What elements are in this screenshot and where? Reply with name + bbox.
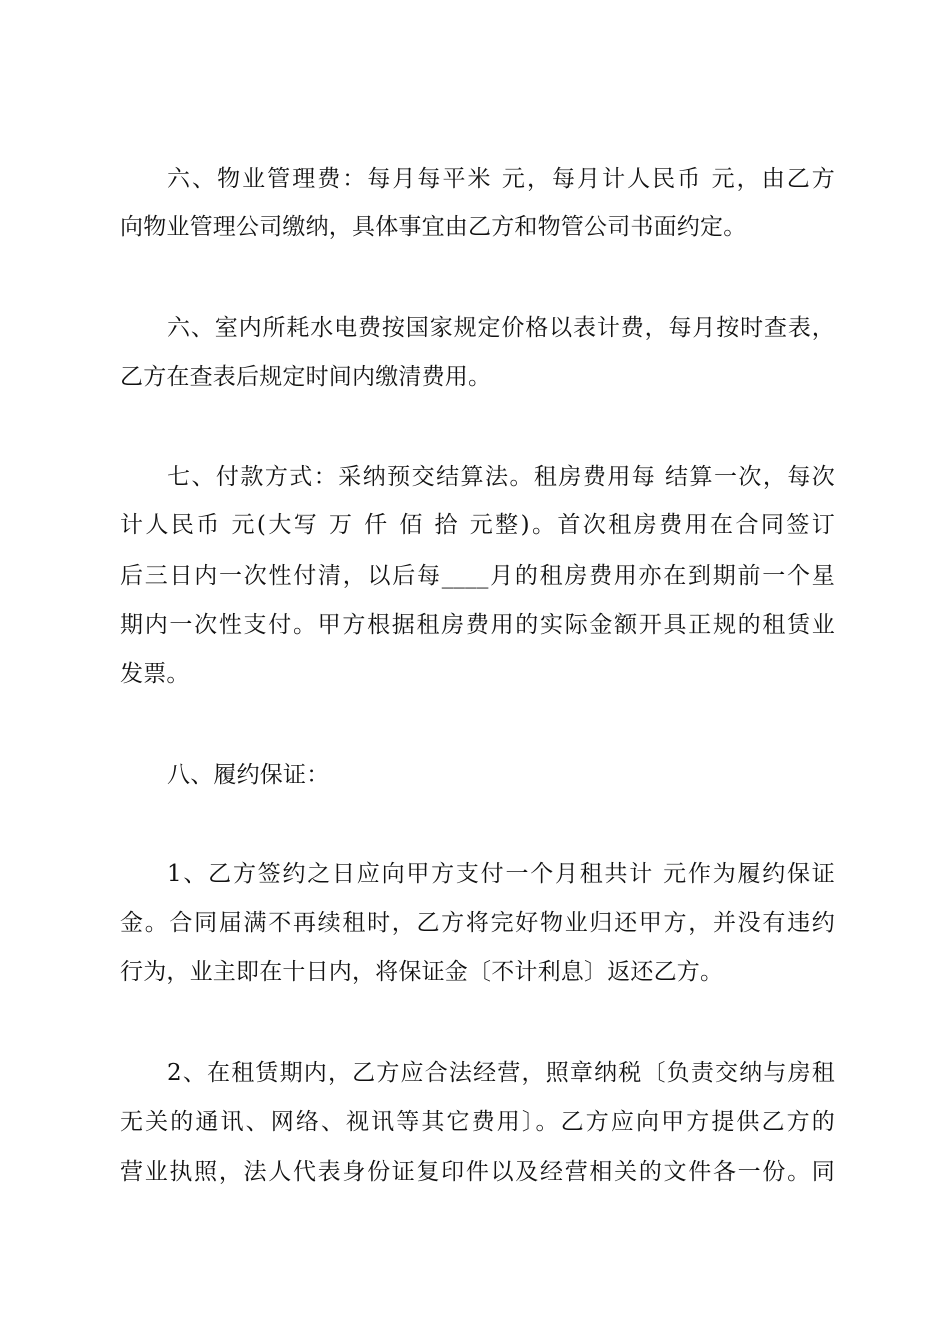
paragraph-line: 期内一次性支付。甲方根据租房费用的实际金额开具正规的租赁业 <box>120 612 835 638</box>
paragraph-line: 2、在租赁期内，乙方应合法经营，照章纳税〔负责交纳与房租 <box>167 1060 835 1086</box>
paragraph-line: 计人民币 元(大写 万 仟 佰 拾 元整)。首次租房费用在合同签订 <box>120 512 835 538</box>
paragraph-line: 无关的通讯、网络、视讯等其它费用〕。乙方应向甲方提供乙方的 <box>120 1109 835 1135</box>
paragraph-line: 向物业管理公司缴纳，具体事宜由乙方和物管公司书面约定。 <box>120 214 747 240</box>
paragraph-line: 营业执照，法人代表身份证复印件以及经营相关的文件各一份。同 <box>120 1159 835 1185</box>
paragraph-line: 1、乙方签约之日应向甲方支付一个月租共计 元作为履约保证 <box>167 861 835 887</box>
paragraph-line: 乙方在查表后规定时间内缴清费用。 <box>120 364 492 390</box>
paragraph-line: 金。合同届满不再续租时，乙方将完好物业归还甲方，并没有违约 <box>120 910 835 936</box>
paragraph-line: 行为，业主即在十日内，将保证金〔不计利息〕返还乙方。 <box>120 959 724 985</box>
paragraph-line: 六、物业管理费：每月每平米 元，每月计人民币 元，由乙方 <box>167 166 835 192</box>
paragraph-line: 六、室内所耗水电费按国家规定价格以表计费，每月按时查表， <box>167 315 835 341</box>
paragraph-line: 后三日内一次性付清，以后每____月的租房费用亦在到期前一个星 <box>120 563 835 589</box>
section-heading: 八、履约保证： <box>167 762 330 788</box>
paragraph-line: 七、付款方式：采纳预交结算法。租房费用每 结算一次，每次 <box>167 464 835 490</box>
paragraph-line: 发票。 <box>120 661 190 687</box>
